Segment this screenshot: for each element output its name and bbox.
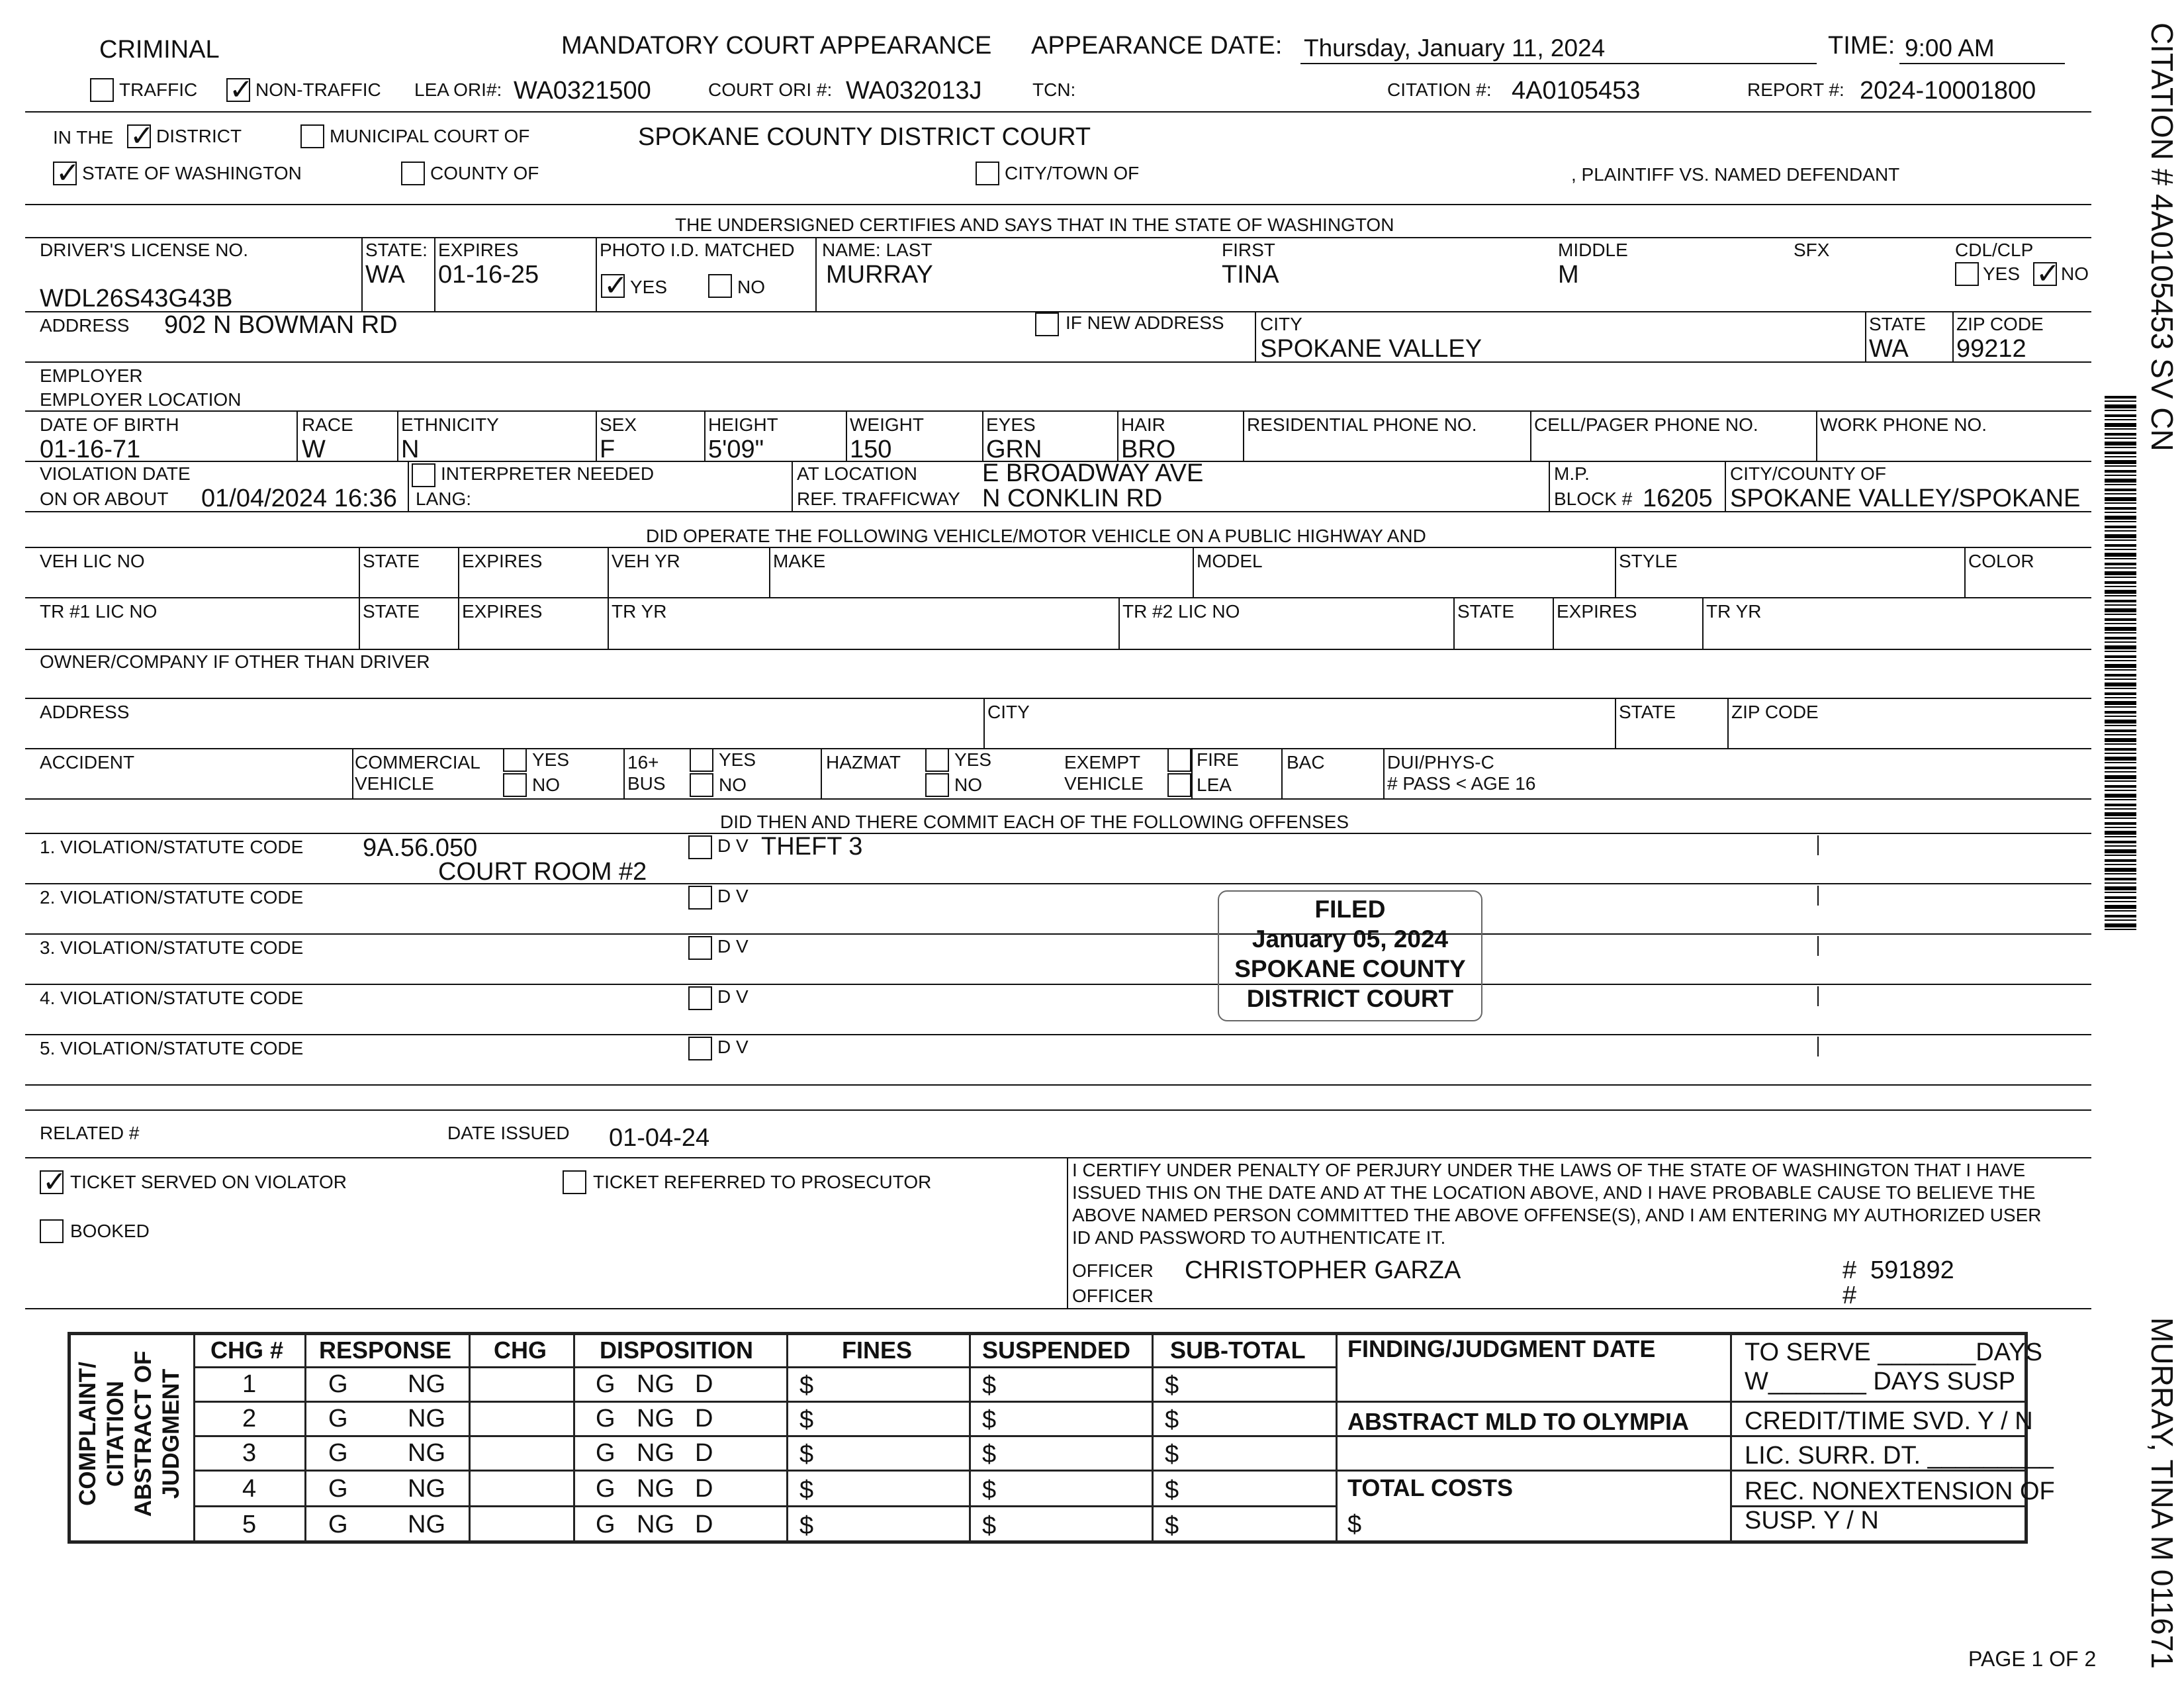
stamp-county: SPOKANE COUNTY	[1234, 955, 1466, 982]
lea-label: LEA	[1197, 774, 1232, 795]
last-name: MURRAY	[826, 261, 933, 289]
ref-trafficway: N CONKLIN RD	[982, 485, 1163, 512]
owner-label: OWNER/COMPANY IF OTHER THAN DRIVER	[40, 651, 430, 672]
officer-number-label: #	[1843, 1256, 1857, 1284]
fire-label: FIRE	[1197, 749, 1239, 770]
sex: F	[600, 436, 615, 463]
row-3-subtotal: $	[1165, 1440, 1179, 1468]
row-5-chg: 5	[242, 1511, 257, 1538]
photo-yes-checkbox[interactable]	[601, 274, 625, 298]
col-subtotal: SUB-TOTAL	[1170, 1336, 1306, 1364]
court-ori: WA032013J	[846, 77, 982, 105]
mp-label: M.P.	[1554, 463, 1590, 484]
row-3-g: G	[328, 1439, 348, 1467]
cdl-yes-label: YES	[1983, 263, 2021, 284]
owner-city-label: CITY	[987, 702, 1030, 722]
block-label: BLOCK #	[1554, 489, 1633, 509]
county-checkbox[interactable]	[401, 162, 425, 185]
violation-1-code: 9A.56.050	[363, 834, 478, 862]
exempt-label: EXEMPT	[1064, 752, 1141, 773]
hazmat-label: HAZMAT	[826, 752, 901, 773]
employer-location-label: EMPLOYER LOCATION	[40, 389, 242, 410]
style-label: STYLE	[1619, 551, 1678, 571]
violation-1-dv-label: D V	[717, 835, 749, 856]
row-1-disp-ng: NG	[637, 1370, 674, 1398]
height: 5'09"	[708, 436, 764, 463]
col-fines: FINES	[842, 1336, 913, 1364]
citation-number: 4A0105453	[1512, 77, 1641, 105]
dl-expires: 01-16-25	[438, 261, 539, 289]
row-1-suspended: $	[982, 1372, 997, 1399]
eyes: GRN	[986, 436, 1042, 463]
officer-name: CHRISTOPHER GARZA	[1185, 1256, 1461, 1284]
row-2-disp-ng: NG	[637, 1405, 674, 1432]
row-5-ng: NG	[408, 1511, 445, 1538]
veh-lic-label: VEH LIC NO	[40, 551, 145, 571]
abstract-table	[68, 1332, 2028, 1544]
offenses-heading: DID THEN AND THERE COMMIT EACH OF THE FOLLOWING OFFENSES	[720, 812, 1349, 832]
filed-stamp	[1218, 890, 1482, 1021]
tr2-state-label: STATE	[1457, 601, 1515, 622]
page-number: PAGE 1 OF 2	[1968, 1647, 2097, 1671]
location: E BROADWAY AVE	[982, 459, 1204, 487]
row-3-disp-g: G	[596, 1439, 615, 1467]
violation-2-label: 2. VIOLATION/STATUTE CODE	[40, 887, 304, 908]
eyes-label: EYES	[986, 414, 1036, 435]
row-1-disp-g: G	[596, 1370, 615, 1398]
violation-1-dv-checkbox[interactable]	[688, 835, 712, 859]
row-5-disp-g: G	[596, 1511, 615, 1538]
officer-2-number-label: #	[1843, 1282, 1857, 1309]
bus-yes-label: YES	[719, 749, 756, 770]
certify-line-2: ISSUED THIS ON THE DATE AND AT THE LOCATION ABOVE, AND I HAVE PROBABLE CAUSE TO BELIEVE THE	[1072, 1182, 2036, 1203]
row-4-disp-d: D	[695, 1475, 713, 1503]
time-label: TIME:	[1828, 32, 1895, 60]
race: W	[302, 436, 326, 463]
traffic-checkbox[interactable]	[90, 78, 114, 102]
cdl-no-label: NO	[2061, 263, 2089, 284]
address: 902 N BOWMAN RD	[164, 311, 398, 339]
ethnicity: N	[401, 436, 420, 463]
work-phone-label: WORK PHONE NO.	[1820, 414, 1987, 435]
dl-expires-label: EXPIRES	[438, 240, 519, 260]
row-1-disp-d: D	[695, 1370, 713, 1398]
finding-date-label: FINDING/JUDGMENT DATE	[1347, 1335, 1656, 1362]
total-costs-label: TOTAL COSTS	[1347, 1474, 1514, 1501]
col-chg-no: CHG #	[210, 1336, 284, 1364]
row-1-subtotal: $	[1165, 1372, 1179, 1399]
lea-ori-label: LEA ORI#:	[414, 79, 502, 100]
violation-date: 01/04/2024 16:36	[201, 485, 397, 512]
related-label: RELATED #	[40, 1123, 140, 1143]
row-4-suspended: $	[982, 1476, 997, 1504]
court-ori-label: COURT ORI #:	[708, 79, 833, 100]
exempt-no-checkbox[interactable]	[1167, 773, 1191, 797]
commercial-no-label: NO	[532, 774, 560, 795]
district-checkbox[interactable]	[127, 124, 151, 148]
violation-1-label: 1. VIOLATION/STATUTE CODE	[40, 837, 304, 857]
veh-yr-label: VEH YR	[612, 551, 680, 571]
block-number: 16205	[1643, 485, 1713, 512]
violation-2-dv-label: D V	[717, 886, 749, 906]
photo-yes-label: YES	[630, 277, 668, 297]
total-costs-value: $	[1347, 1511, 1362, 1538]
lang-label: LANG:	[416, 489, 472, 509]
dob-label: DATE OF BIRTH	[40, 414, 179, 435]
state-checkbox[interactable]	[53, 162, 77, 185]
cdl-label: CDL/CLP	[1955, 240, 2034, 260]
tr1-expires-label: EXPIRES	[462, 601, 543, 622]
violation-5-dv-label: D V	[717, 1037, 749, 1057]
row-3-suspended: $	[982, 1440, 997, 1468]
row-4-subtotal: $	[1165, 1476, 1179, 1504]
row-3-ng: NG	[408, 1439, 445, 1467]
row-2-g: G	[328, 1405, 348, 1432]
violation-3-dv-label: D V	[717, 936, 749, 957]
commercial-vehicle-label: VEHICLE	[355, 773, 434, 794]
license-surrender-date: LIC. SURR. DT. _________	[1745, 1442, 2054, 1470]
credit-time-served: CREDIT/TIME SVD. Y / N	[1745, 1407, 2033, 1435]
dl-state-label: STATE:	[365, 240, 428, 260]
row-5-disp-d: D	[695, 1511, 713, 1538]
photo-id-label: PHOTO I.D. MATCHED	[600, 240, 795, 260]
violation-1-note: COURT ROOM #2	[438, 858, 647, 886]
city-county-label: CITY/COUNTY OF	[1730, 463, 1886, 484]
abstract-side-label: COMPLAINT/ CITATION ABSTRACT OF JUDGMENT	[75, 1350, 184, 1517]
dl-state: WA	[365, 261, 405, 289]
accident-label: ACCIDENT	[40, 752, 135, 773]
barcode-icon	[2105, 396, 2136, 932]
veh-state-label: STATE	[363, 551, 420, 571]
certify-line-4: ID AND PASSWORD TO AUTHENTICATE IT.	[1072, 1227, 1446, 1248]
weight-label: WEIGHT	[850, 414, 924, 435]
district-label: DISTRICT	[156, 126, 242, 146]
state-label: STATE OF WASHINGTON	[82, 163, 302, 183]
interpreter-label: INTERPRETER NEEDED	[441, 463, 655, 484]
traffic-label: TRAFFIC	[119, 79, 198, 100]
tr2-expires-label: EXPIRES	[1557, 601, 1637, 622]
addr-state: WA	[1869, 335, 1909, 363]
certify-heading: THE UNDERSIGNED CERTIFIES AND SAYS THAT IN THE STATE OF WASHINGTON	[675, 214, 1394, 235]
row-5-subtotal: $	[1165, 1512, 1179, 1540]
row-5-fines: $	[799, 1512, 814, 1540]
name-vertical-label: MURRAY, TINA M 011671	[2145, 1317, 2179, 1669]
model-label: MODEL	[1197, 551, 1263, 571]
new-address-label: IF NEW ADDRESS	[1066, 312, 1224, 333]
exempt-yes-checkbox[interactable]	[1167, 748, 1191, 772]
row-5-suspended: $	[982, 1512, 997, 1540]
hazmat-no-label: NO	[954, 774, 982, 795]
cdl-yes-checkbox[interactable]	[1955, 262, 1979, 286]
zip-code: 99212	[1956, 335, 2026, 363]
row-2-suspended: $	[982, 1406, 997, 1434]
dl-number: WDL26S43G43B	[40, 285, 233, 312]
citation-vertical-label: CITATION # 4A0105453 SV CN	[2145, 23, 2179, 451]
commercial-label: COMMERCIAL	[355, 752, 480, 773]
violation-3-label: 3. VIOLATION/STATUTE CODE	[40, 937, 304, 958]
bus-yes-checkbox[interactable]	[690, 748, 713, 772]
employer-label: EMPLOYER	[40, 365, 143, 386]
row-1-chg: 1	[242, 1370, 257, 1398]
appearance-date-label: APPEARANCE DATE:	[1031, 32, 1283, 60]
col-suspended: SUSPENDED	[982, 1336, 1131, 1364]
vehicle-heading: DID OPERATE THE FOLLOWING VEHICLE/MOTOR VEHICLE ON A PUBLIC HIGHWAY AND	[646, 526, 1426, 546]
col-chg: CHG	[494, 1336, 547, 1364]
row-2-subtotal: $	[1165, 1406, 1179, 1434]
photo-no-label: NO	[737, 277, 765, 297]
city-county: SPOKANE VALLEY/SPOKANE	[1730, 485, 2081, 512]
appearance-time: 9:00 AM	[1905, 34, 1995, 62]
date-issued: 01-04-24	[609, 1124, 710, 1152]
tr2-yr-label: TR YR	[1706, 601, 1762, 622]
row-4-fines: $	[799, 1476, 814, 1504]
weight: 150	[850, 436, 892, 463]
row-4-g: G	[328, 1475, 348, 1503]
row-5-disp-ng: NG	[637, 1511, 674, 1538]
row-4-disp-ng: NG	[637, 1475, 674, 1503]
row-5-g: G	[328, 1511, 348, 1538]
dui-label: DUI/PHYS-C	[1387, 752, 1494, 773]
row-1-ng: NG	[408, 1370, 445, 1398]
commercial-no-checkbox[interactable]	[503, 773, 527, 797]
col-disposition: DISPOSITION	[600, 1336, 754, 1364]
bus-no-label: NO	[719, 774, 747, 795]
non-traffic-label: NON-TRAFFIC	[255, 79, 381, 100]
owner-state-label: STATE	[1619, 702, 1676, 722]
res-phone-label: RESIDENTIAL PHONE NO.	[1247, 414, 1477, 435]
exempt-vehicle-label: VEHICLE	[1064, 773, 1144, 794]
cdl-no-checkbox[interactable]	[2033, 262, 2057, 286]
row-4-chg: 4	[242, 1475, 257, 1503]
row-2-chg: 2	[242, 1405, 257, 1432]
city: SPOKANE VALLEY	[1260, 335, 1482, 363]
veh-expires-label: EXPIRES	[462, 551, 543, 571]
city-label: CITY	[1260, 314, 1302, 334]
dob: 01-16-71	[40, 436, 141, 463]
booked-checkbox[interactable]	[40, 1219, 64, 1243]
last-name-label: NAME: LAST	[822, 240, 933, 260]
report-label: REPORT #:	[1747, 79, 1844, 100]
ref-trafficway-label: REF. TRAFFICWAY	[797, 489, 960, 509]
row-4-disp-g: G	[596, 1475, 615, 1503]
col-response: RESPONSE	[319, 1336, 452, 1364]
stamp-filed: FILED	[1314, 896, 1386, 923]
violation-4-label: 4. VIOLATION/STATUTE CODE	[40, 988, 304, 1008]
address-label: ADDRESS	[40, 315, 130, 336]
row-2-ng: NG	[408, 1405, 445, 1432]
stamp-date: January 05, 2024	[1251, 925, 1449, 953]
stamp-court: DISTRICT COURT	[1246, 985, 1454, 1012]
certify-line-3: ABOVE NAMED PERSON COMMITTED THE ABOVE OFFENSE(S), AND I AM ENTERING MY AUTHORIZED USER	[1072, 1205, 2042, 1225]
lea-ori: WA0321500	[514, 77, 651, 105]
rec-nonextension-2: SUSP. Y / N	[1745, 1507, 1879, 1534]
row-3-disp-ng: NG	[637, 1439, 674, 1467]
hazmat-yes-label: YES	[954, 749, 992, 770]
violation-date-label: VIOLATION DATE	[40, 463, 191, 484]
row-3-disp-d: D	[695, 1439, 713, 1467]
sex-label: SEX	[600, 414, 637, 435]
new-address-checkbox[interactable]	[1035, 312, 1059, 336]
bus-label: 16+	[627, 752, 659, 773]
height-label: HEIGHT	[708, 414, 778, 435]
make-label: MAKE	[773, 551, 826, 571]
city-town-checkbox[interactable]	[976, 162, 999, 185]
report-number: 2024-10001800	[1860, 77, 2036, 105]
hazmat-yes-checkbox[interactable]	[925, 748, 949, 772]
officer-label: OFFICER	[1072, 1260, 1154, 1281]
bus-label-2: BUS	[627, 773, 666, 794]
pass-under-16-label: # PASS < AGE 16	[1387, 773, 1536, 794]
on-or-about-label: ON OR ABOUT	[40, 489, 169, 509]
row-2-fines: $	[799, 1406, 814, 1434]
city-town-label: CITY/TOWN OF	[1005, 163, 1140, 183]
bac-label: BAC	[1287, 752, 1325, 773]
row-4-ng: NG	[408, 1475, 445, 1503]
ethnicity-label: ETHNICITY	[401, 414, 499, 435]
bus-no-checkbox[interactable]	[690, 773, 713, 797]
suffix-label: SFX	[1794, 240, 1830, 260]
photo-no-checkbox[interactable]	[708, 274, 732, 298]
commercial-yes-label: YES	[532, 749, 570, 770]
citation-label: CITATION #:	[1387, 79, 1492, 100]
zip-label: ZIP CODE	[1956, 314, 2044, 334]
non-traffic-checkbox[interactable]	[226, 78, 250, 102]
first-name: TINA	[1222, 261, 1279, 289]
row-3-fines: $	[799, 1440, 814, 1468]
commercial-yes-checkbox[interactable]	[503, 748, 527, 772]
row-2-disp-g: G	[596, 1405, 615, 1432]
date-issued-label: DATE ISSUED	[447, 1123, 570, 1143]
tcn-label: TCN:	[1032, 79, 1076, 100]
case-type: CRIMINAL	[99, 36, 220, 64]
tr1-lic-label: TR #1 LIC NO	[40, 601, 158, 622]
appearance-type: MANDATORY COURT APPEARANCE	[561, 32, 992, 60]
middle-name: M	[1558, 261, 1579, 289]
ticket-served-checkbox[interactable]	[40, 1170, 64, 1194]
violation-3-dv-checkbox[interactable]	[688, 936, 712, 960]
race-label: RACE	[302, 414, 353, 435]
row-3-chg: 3	[242, 1439, 257, 1467]
ticket-referred-checkbox[interactable]	[563, 1170, 586, 1194]
tr2-lic-label: TR #2 LIC NO	[1122, 601, 1240, 622]
dl-label: DRIVER'S LICENSE NO.	[40, 240, 248, 260]
violation-1-desc: THEFT 3	[761, 833, 863, 861]
officer-2-label: OFFICER	[1072, 1286, 1154, 1306]
row-1-fines: $	[799, 1372, 814, 1399]
row-2-disp-d: D	[695, 1405, 713, 1432]
in-the-label: IN THE	[53, 127, 114, 148]
municipal-label: MUNICIPAL COURT OF	[330, 126, 530, 146]
court-name: SPOKANE COUNTY DISTRICT COURT	[638, 123, 1091, 151]
ticket-referred-label: TICKET REFERRED TO PROSECUTOR	[593, 1172, 932, 1192]
county-label: COUNTY OF	[430, 163, 539, 183]
hair: BRO	[1121, 436, 1176, 463]
violation-5-dv-checkbox[interactable]	[688, 1037, 712, 1060]
to-serve-days: TO SERVE _______DAYS	[1745, 1338, 2042, 1366]
color-label: COLOR	[1968, 551, 2034, 571]
row-1-g: G	[328, 1370, 348, 1398]
cell-phone-label: CELL/PAGER PHONE NO.	[1534, 414, 1758, 435]
rec-nonextension-1: REC. NONEXTENSION OF	[1745, 1477, 2055, 1505]
violation-5-label: 5. VIOLATION/STATUTE CODE	[40, 1038, 304, 1058]
location-label: AT LOCATION	[797, 463, 918, 484]
middle-name-label: MIDDLE	[1558, 240, 1628, 260]
owner-address-label: ADDRESS	[40, 702, 130, 722]
abstract-mailed-label: ABSTRACT MLD TO OLYMPIA	[1347, 1408, 1690, 1435]
appearance-date: Thursday, January 11, 2024	[1304, 34, 1606, 62]
violation-4-dv-label: D V	[717, 986, 749, 1007]
tr1-state-label: STATE	[363, 601, 420, 622]
tr1-yr-label: TR YR	[612, 601, 667, 622]
days-suspended: W_______ DAYS SUSP	[1745, 1368, 2016, 1395]
hair-label: HAIR	[1121, 414, 1165, 435]
violation-2-dv-checkbox[interactable]	[688, 886, 712, 910]
first-name-label: FIRST	[1222, 240, 1275, 260]
certify-line-1: I CERTIFY UNDER PENALTY OF PERJURY UNDER THE LAWS OF THE STATE OF WASHINGTON THAT I HAVE	[1072, 1160, 2026, 1180]
ticket-served-label: TICKET SERVED ON VIOLATOR	[70, 1172, 347, 1192]
plaintiff-text: , PLAINTIFF VS. NAMED DEFENDANT	[1571, 164, 1900, 185]
owner-zip-label: ZIP CODE	[1731, 702, 1819, 722]
officer-number: 591892	[1870, 1256, 1954, 1284]
hazmat-no-checkbox[interactable]	[925, 773, 949, 797]
booked-label: BOOKED	[70, 1221, 150, 1241]
interpreter-checkbox[interactable]	[412, 463, 435, 487]
municipal-checkbox[interactable]	[300, 124, 324, 148]
addr-state-label: STATE	[1869, 314, 1927, 334]
violation-4-dv-checkbox[interactable]	[688, 986, 712, 1010]
